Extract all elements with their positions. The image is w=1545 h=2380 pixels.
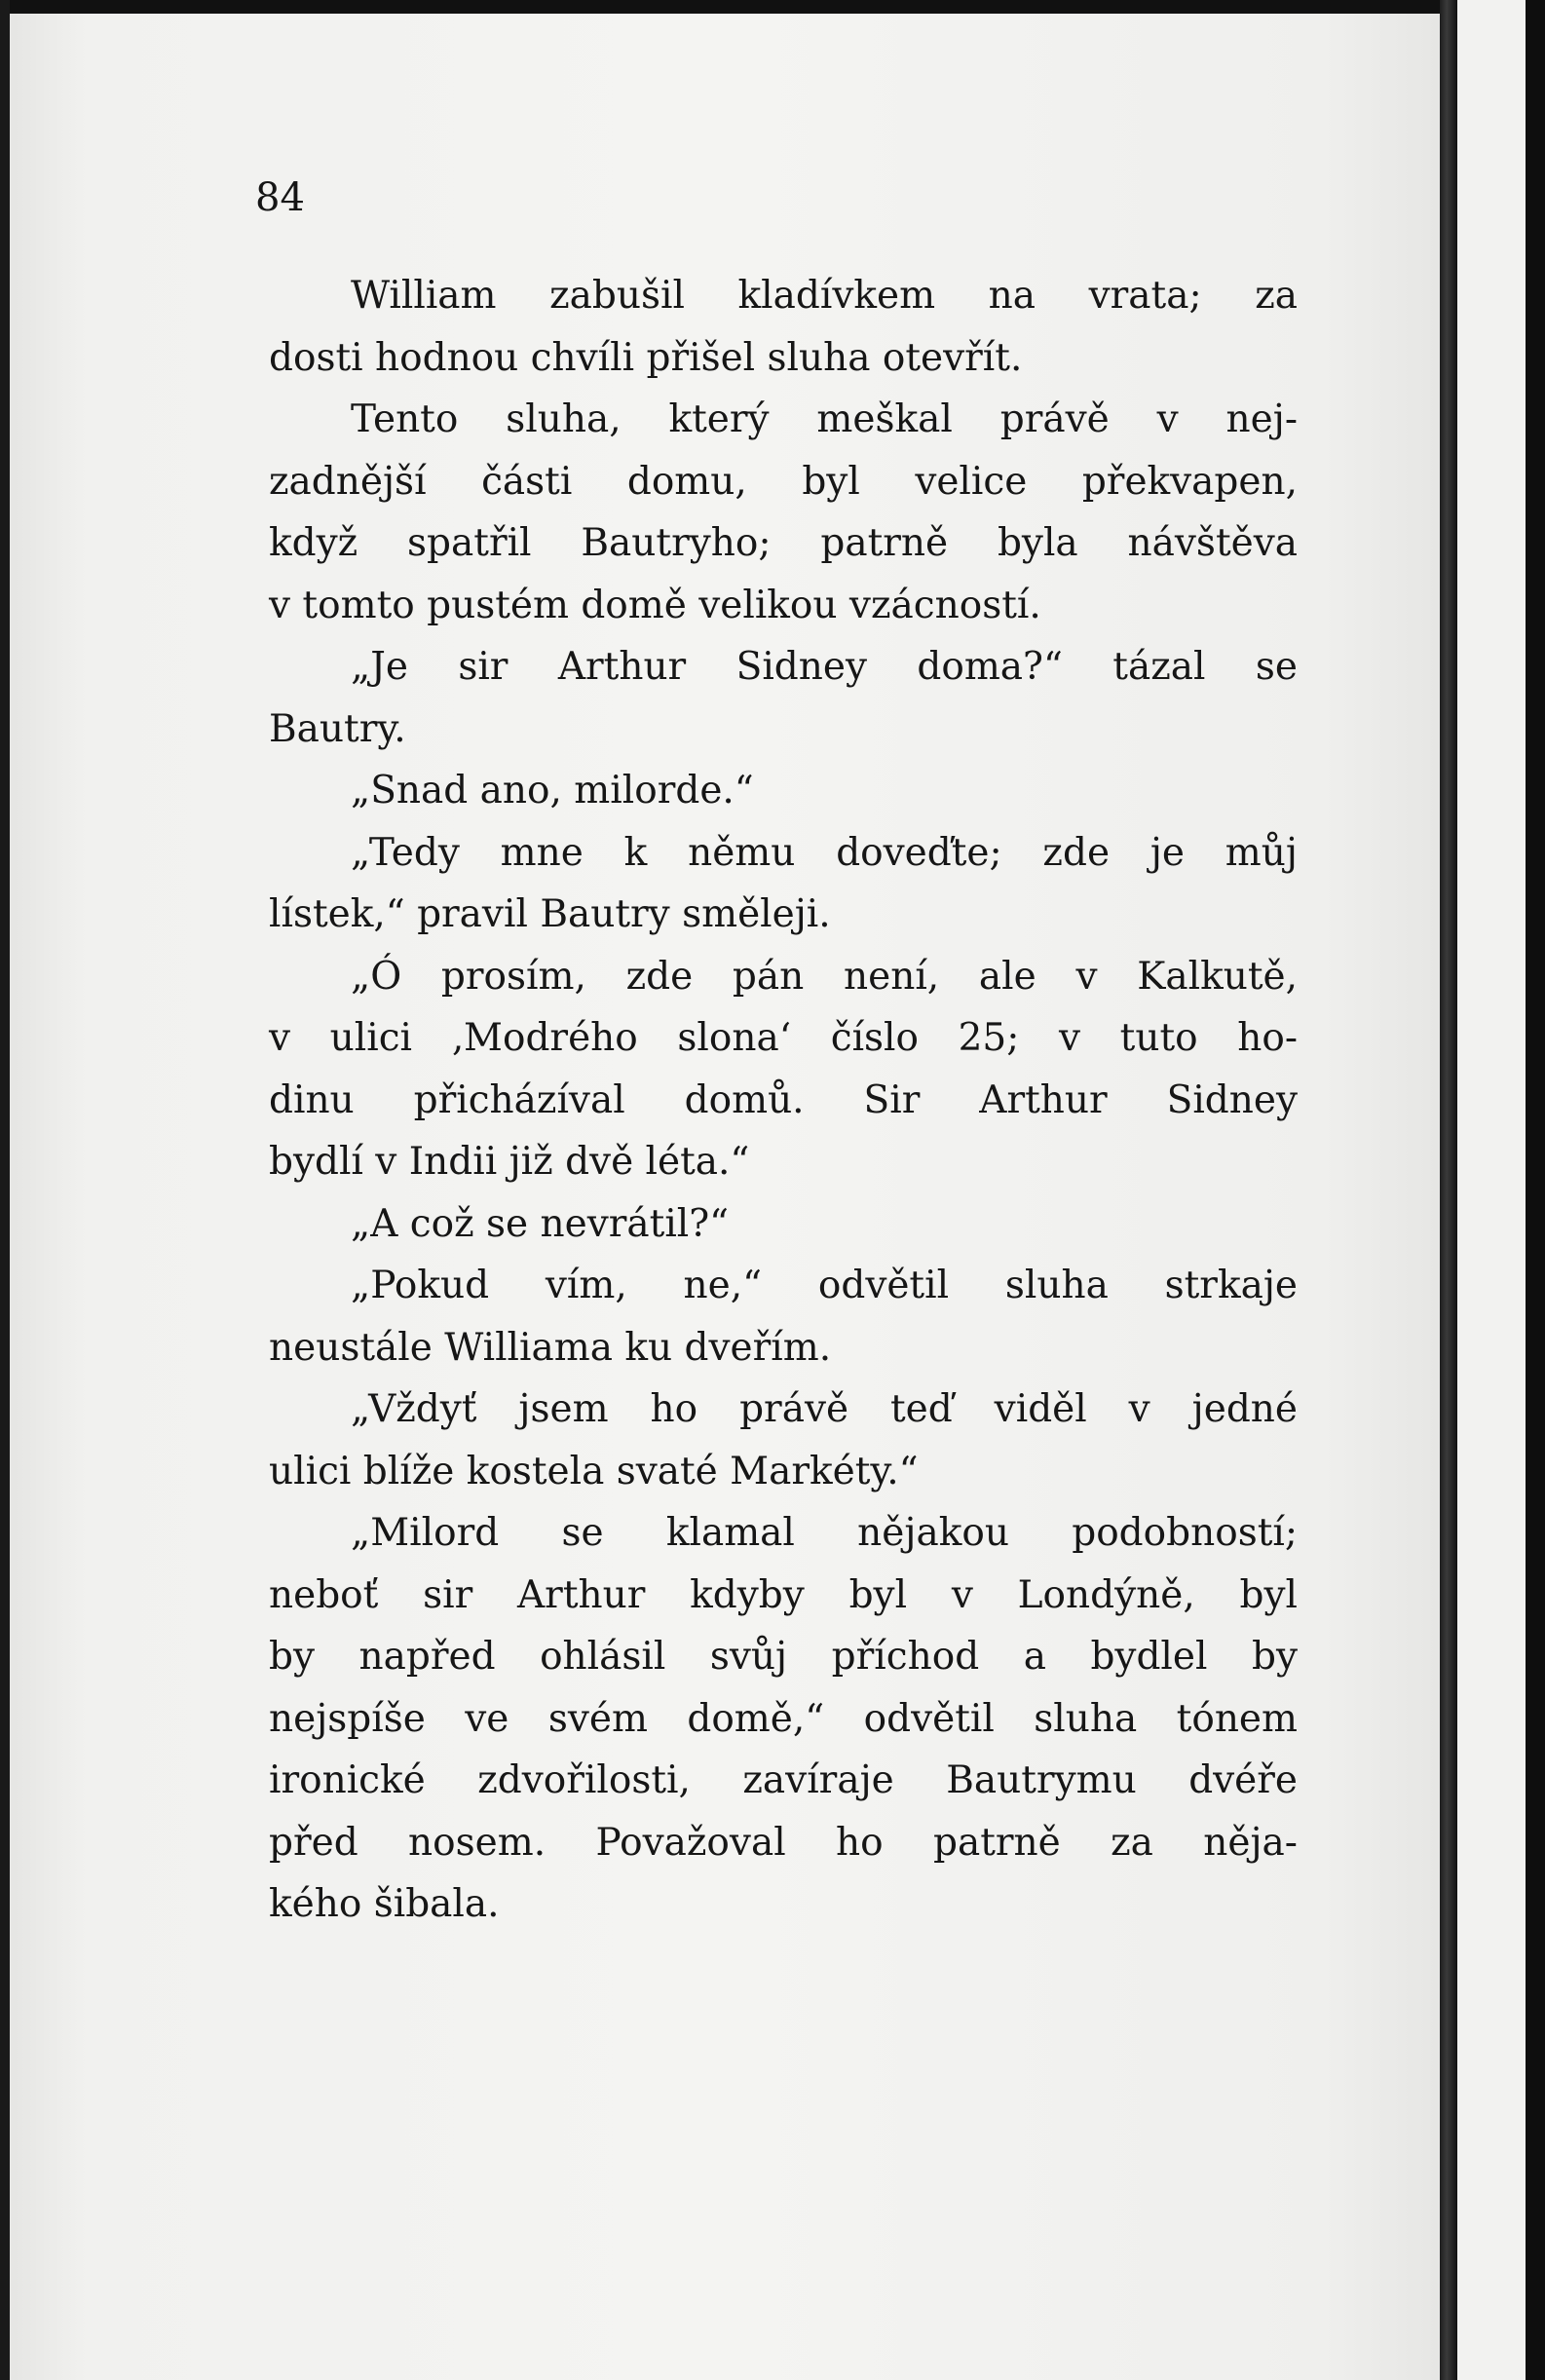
next-page-edge — [1457, 0, 1526, 2380]
text-line: když spatřil Bautryho; patrně byla návštěva — [269, 521, 1298, 565]
body-text — [269, 265, 1298, 1936]
scan-border-top — [0, 0, 1545, 14]
text-line: neboť sir Arthur kdyby byl v Londýně, byl — [269, 1572, 1298, 1617]
text-line: by napřed ohlásil svůj příchod a bydlel by — [269, 1635, 1298, 1679]
text-line: „A což se nevrátil?“ — [351, 1201, 730, 1246]
text-line: před nosem. Považoval ho patrně za něja- — [269, 1820, 1298, 1865]
text-line: neustále Williama ku dveřím. — [269, 1325, 832, 1370]
text-line: dosti hodnou chvíli přišel sluha otevřít. — [269, 335, 1023, 380]
scan-border-left — [0, 0, 10, 2380]
text-line: „Ó prosím, zde pán není, ale v Kalkutě, — [351, 954, 1298, 999]
text-line: nejspíše ve svém domě,“ odvětil sluha tónem — [269, 1696, 1298, 1741]
scan-border-right — [1526, 0, 1545, 2380]
text-line: v tomto pustém domě velikou vzácností. — [269, 583, 1041, 627]
text-line: zadnější části domu, byl velice překvapen, — [269, 459, 1298, 504]
text-line: lístek,“ pravil Bautry směleji. — [269, 892, 831, 936]
text-line: Bautry. — [269, 706, 406, 751]
text-line: „Tedy mne k němu doveďte; zde je můj — [351, 830, 1298, 875]
text-line: „Je sir Arthur Sidney doma?“ tázal se — [351, 645, 1298, 689]
text-line: dinu přicházíval domů. Sir Arthur Sidney — [269, 1077, 1298, 1122]
text-line: „Pokud vím, ne,“ odvětil sluha strkaje — [351, 1264, 1298, 1307]
text-line: bydlí v Indii již dvě léta.“ — [269, 1140, 750, 1184]
text-line: „Vždyť jsem ho právě teď viděl v jedné — [351, 1387, 1298, 1431]
text-line: William zabušil kladívkem na vrata; za — [351, 274, 1298, 318]
text-line: „Milord se klamal nějakou podobností; — [351, 1511, 1298, 1555]
page-number: 84 — [255, 175, 305, 220]
text-line: v ulici ‚Modrého slona‘ číslo 25; v tuto ho- — [269, 1016, 1298, 1060]
text-line: Tento sluha, který meškal právě v nej- — [351, 397, 1298, 441]
text-line: „Snad ano, milorde.“ — [351, 769, 754, 812]
book-binding-edge — [1440, 0, 1457, 2380]
text-line: ulici blíže kostela svaté Markéty.“ — [269, 1449, 919, 1493]
text-line: ironické zdvořilosti, zavíraje Bautrymu dvéře — [269, 1758, 1298, 1802]
text-line: kého šibala. — [269, 1882, 500, 1926]
